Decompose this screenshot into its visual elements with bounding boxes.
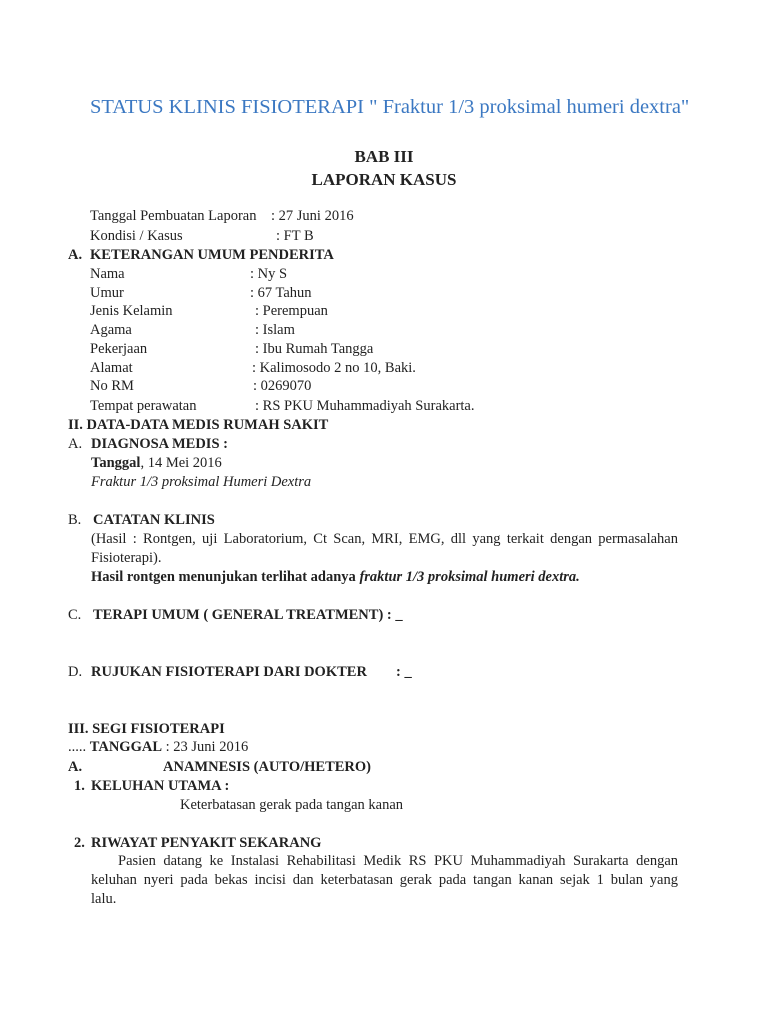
rontgen-result [91,568,580,586]
field-value-jenis-kelamin: : Perempuan [255,303,328,319]
chapter-subtitle: LAPORAN KASUS [311,170,457,189]
diagnosa-date [91,454,222,472]
field-label-umur: Umur [90,285,124,301]
field-value-agama: : Islam [255,322,295,338]
section-iii-date-prefix: ..... [68,739,87,755]
report-date-value: : 27 Juni 2016 [271,208,354,224]
diagnosis-text: Fraktur 1/3 proksimal Humeri Dextra [91,474,312,490]
field-value-pekerjaan: : Ibu Rumah Tangga [255,341,374,357]
rontgen-result-finding: fraktur 1/3 proksimal humeri dextra. [359,569,580,585]
document-title: STATUS KLINIS FISIOTERAPI " Fraktur 1/3 proksimal humeri dextra" [90,96,690,118]
riwayat-line2: keluhan nyeri pada bekas incisi dan keterbatasan gerak pada tangan kanan sejak 1 bulan yang [91,872,678,888]
section-ii-heading: II. DATA-DATA MEDIS RUMAH SAKIT [68,417,329,433]
riwayat-line3: lalu. [91,891,117,907]
section-iii-date-value: : 23 Juni 2016 [165,739,249,755]
diagnosa-heading: DIAGNOSA MEDIS : [91,436,228,452]
field-value-tempat-perawatan: : RS PKU Muhammadiyah Surakarta. [255,398,475,414]
catatan-heading: CATATAN KLINIS [93,512,215,528]
diagnosa-date-value: , 14 Mei 2016 [140,455,222,471]
rontgen-result-prefix: Hasil rontgen menunjukan terlihat adanya [91,569,360,585]
section-iii-date [68,738,248,756]
condition-value: : FT B [276,228,314,244]
condition-label: Kondisi / Kasus [90,228,183,244]
catatan-note-line2: Fisioterapi). [91,550,162,566]
diagnosa-date-label: Tanggal [91,455,141,471]
diagnosa-marker: A. [68,436,83,452]
field-label-tempat-perawatan: Tempat perawatan [90,398,197,414]
anamnesis-heading: ANAMNESIS (AUTO/HETERO) [163,759,371,775]
chapter-heading: BAB III [354,147,414,166]
catatan-note-line1: (Hasil : Rontgen, uji Laboratorium, Ct Scan, MRI, EMG, dll yang terkait dengan permasalahan [91,531,678,547]
field-label-no-rm: No RM [90,378,134,394]
riwayat-heading: RIWAYAT PENYAKIT SEKARANG [91,835,322,851]
field-value-alamat: : Kalimosodo 2 no 10, Baki. [252,360,416,376]
field-label-jenis-kelamin: Jenis Kelamin [90,303,173,319]
rujukan-heading: RUJUKAN FISIOTERAPI DARI DOKTER [91,664,367,680]
rujukan-marker: D. [68,664,83,680]
rujukan-value: : _ [396,664,412,680]
terapi-marker: C. [68,607,82,623]
keluhan-text: Keterbatasan gerak pada tangan kanan [180,797,404,813]
keluhan-marker: 1. [74,778,85,794]
field-label-nama: Nama [90,266,125,282]
section-a-marker: A. [68,247,83,263]
catatan-marker: B. [68,512,82,528]
riwayat-line1: Pasien datang ke Instalasi Rehabilitasi Medik RS PKU Muhammadiyah Surakarta dengan [118,853,678,869]
riwayat-marker: 2. [74,835,85,851]
field-label-alamat: Alamat [90,360,133,376]
field-value-no-rm: : 0269070 [253,378,312,394]
terapi-heading: TERAPI UMUM ( GENERAL TREATMENT) : _ [93,607,403,623]
anamnesis-marker: A. [68,759,83,775]
field-label-agama: Agama [90,322,132,338]
field-value-umur: : 67 Tahun [250,285,312,301]
section-iii-heading: III. SEGI FISIOTERAPI [68,721,225,737]
section-iii-date-label: TANGGAL [89,739,162,755]
field-value-nama: : Ny S [250,266,288,282]
report-date-label: Tanggal Pembuatan Laporan [90,208,257,224]
keluhan-heading: KELUHAN UTAMA : [91,778,230,794]
section-a-heading: KETERANGAN UMUM PENDERITA [90,247,334,263]
field-label-pekerjaan: Pekerjaan [90,341,148,357]
